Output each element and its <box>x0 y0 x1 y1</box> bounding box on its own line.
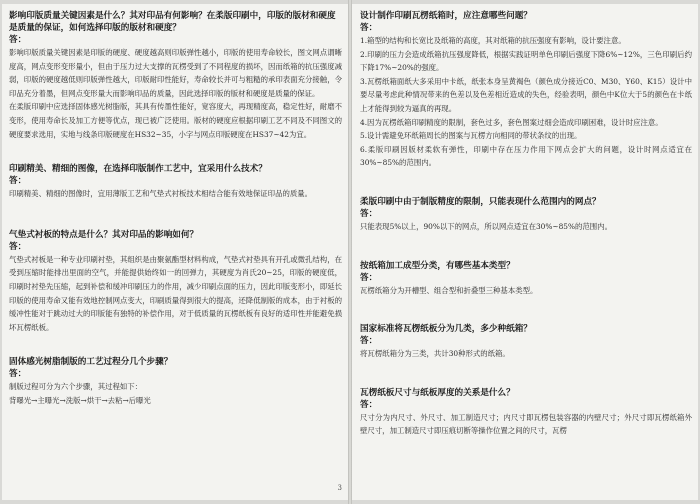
right-page <box>352 4 698 500</box>
answer-label: 答： <box>9 241 27 252</box>
answer-paragraph: 印刷精美、精细的图像时，宜用薄版工艺和气垫式衬板技术相结合能有效地保证印品的质量。 <box>9 189 313 199</box>
answer-label: 答： <box>9 176 27 187</box>
question-heading: 国家标准将瓦楞纸板分为几类，多少种纸箱？ <box>360 324 532 335</box>
qa-section-3 <box>9 229 342 335</box>
qa-section-2 <box>9 163 342 201</box>
question-heading: 气垫式衬板的特点是什么？其对印品的影响如何？ <box>9 229 199 240</box>
answer-label: 答： <box>9 35 27 45</box>
qa-section-8 <box>360 323 692 361</box>
question-heading: 印刷精美、精细的图像，在选择印版制作工艺中，宜采用什么技术？ <box>9 164 267 175</box>
answer-label: 答： <box>360 272 378 283</box>
question-heading: 影响印版质量关键因素是什么？其对印品有何影响？在柔版印刷中，印版的版材和硬度是质量的保证，如何选择印版的版材和硬度？ <box>9 11 336 33</box>
qa-section-7 <box>360 260 692 298</box>
qa-section-4 <box>9 356 342 407</box>
answer-paragraph: 3.瓦楞纸箱面纸大多采用中卡纸，纸张本身呈黄褐色（颜色成分接近C0、M30、Y60、K15）设计中要尽量考虑此种情况带来的色差以及色差相近造成的失色，经验表明，颜色中K位大于5的颜色在卡纸上才能得到较为逼真的再现。 <box>360 76 692 113</box>
qa-section-6 <box>360 196 692 234</box>
answer-paragraph: 5.设计需避免环纸箱周长的图案与瓦楞方向相同的带状条纹的出现。 <box>360 131 582 141</box>
answer-label: 答： <box>360 208 378 219</box>
answer-paragraph: 4.因为瓦楞纸箱印刷精度的限制，套色过多，套色图案过细会造成印刷困难，设计时应注意。 <box>360 117 663 127</box>
question-heading: 瓦楞纸板尺寸与纸板厚度的关系是什么？ <box>360 387 515 398</box>
answer-paragraph: 制版过程可分为六个步骤，其过程如下： <box>9 382 143 392</box>
answer-paragraph: 背曝光→主曝光→洗版→烘干→去粘→后曝光 <box>9 395 151 405</box>
page-number: 3 <box>337 484 342 492</box>
qa-section-9 <box>360 387 692 438</box>
answer-label: 答： <box>9 369 27 380</box>
answer-label: 答： <box>360 399 378 410</box>
answer-paragraph: 2.印刷的压力会造成纸箱抗压强度降低，根据实践证明单色印刷后强度下降6%~12%，三色印刷后约下降17%~20%的强度。 <box>360 49 692 73</box>
answer-paragraph: 在柔版印刷中应选择固体感光树脂版，其具有传墨性能好，宽容度大，再现精度高，稳定性好，耐磨不变形，使用寿命长及加工方便等优点，现已被广泛使用。版材的硬度应根据印刷工艺不同及不同图文的硬度要求选用，实地与线条印版硬度在HS32~35，小字与网点印版硬度在HS37~42为宜。 <box>9 102 342 139</box>
question-heading: 按纸箱加工成型分类，有哪些基本类型？ <box>360 260 515 271</box>
answer-paragraph: 气垫式衬板是一种专业印刷衬垫，其组织是由聚氨酯型材料构成，气垫式衬垫具有开孔或微孔结构，在受到压缩时能排出里面的空气，并能提供始终如一的回弹力，其硬度为肖氏20~25，印版的硬度低，印刷时衬垫先压缩，起到补偿和缓冲印刷压力的作用，减少印刷点面的压力，因此印版变形小，即延长印版的使用寿命又能有效地控制网点变大，印刷质量得到很大的提高，还降低制版的成本，由于衬板的缓冲性能对于跳动过大的印版能有独特的补偿作用，对于低质量的瓦楞纸板有良好的适印性并能避免损坏瓦楞纸板。 <box>9 254 342 332</box>
answer-paragraph: 瓦楞纸箱分为开槽型、组合型和折叠型三种基本类型。 <box>360 285 538 295</box>
answer-paragraph: 只能表现5%以上，90%以下的网点，所以网点适宜在30%~85%的范围内。 <box>360 221 612 231</box>
answer-label: 答： <box>360 336 378 347</box>
question-heading: 柔版印刷中由于制版精度的限制，只能表现什么范围内的网点？ <box>360 196 601 207</box>
qa-section-5 <box>360 10 692 170</box>
left-page <box>2 4 348 500</box>
answer-paragraph: 1.箱型的结构和长宽比及纸箱的高度，其对纸箱的抗压强度有影响，设计要注意。 <box>360 36 626 45</box>
question-heading: 设计制作印刷瓦楞纸箱时，应注意哪些问题？ <box>360 11 532 21</box>
answer-paragraph: 尺寸分为内尺寸、外尺寸、加工制造尺寸；内尺寸即瓦楞包装容器的内壁尺寸；外尺寸即瓦楞纸箱外壁尺寸，加工制造尺寸即压痕切断等操作位置之间的尺寸，瓦楞 <box>360 412 692 436</box>
answer-paragraph: 6.柔版印刷因版材柔软有弹性，印刷中存在压力作用下网点会扩大的问题，设计时网点适宜在30%~85%的范围内。 <box>360 144 692 168</box>
qa-section-1 <box>9 10 342 141</box>
answer-paragraph: 将瓦楞纸箱分为三类，共计30种形式的纸箱。 <box>360 349 510 359</box>
question-heading: 固体感光树脂制版的工艺过程分几个步骤？ <box>9 357 173 368</box>
answer-label: 答： <box>360 23 378 33</box>
answer-paragraph: 影响印版质量关键因素是印版的硬度、硬度越高则印版弹性越小，印版的使用寿命较长，图文网点谓晰度高，网点变形变形量小，但由于压力过大支撑的瓦楞受到了不同程度的损坏，因而纸箱的抗压强度减弱，印版的硬度越低则印版弹性越大，印版耐印性能好，寿命较长并可与粗糙的承印表面充分接触，令印品充分着墨，但网点变形量大而影响印品的质量，因此选择印版的版材和硬度是质量的保证。 <box>9 48 342 98</box>
